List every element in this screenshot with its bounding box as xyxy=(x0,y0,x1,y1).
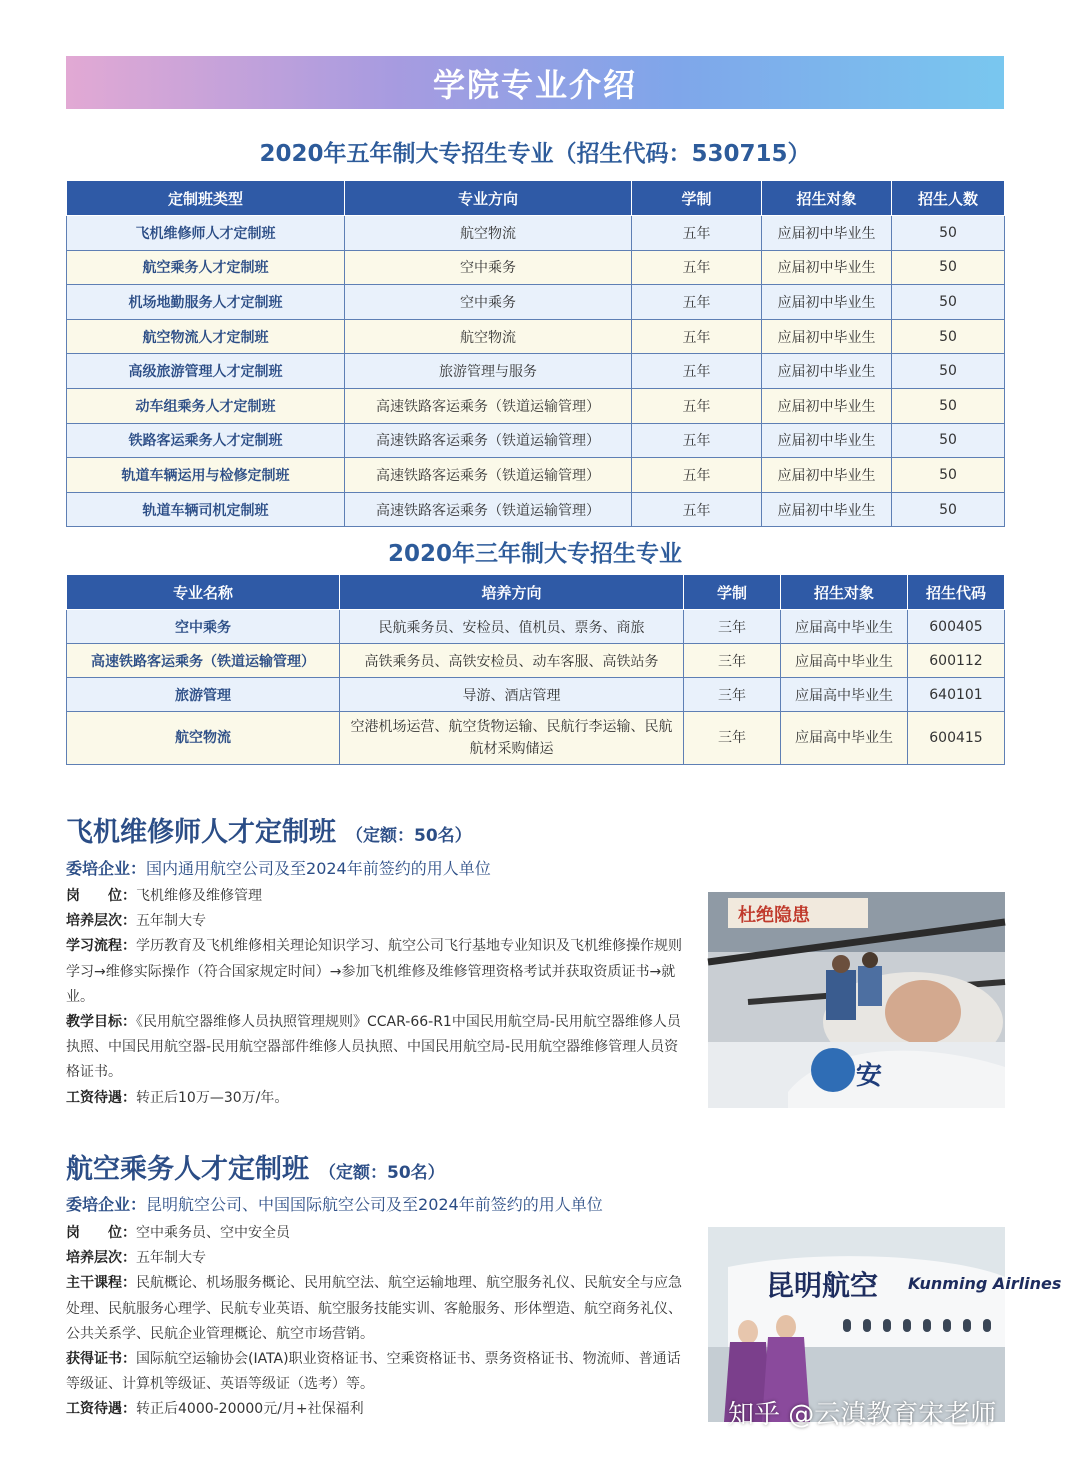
table-row xyxy=(67,610,1005,644)
banner-title: 学院专业介绍 xyxy=(432,65,637,104)
table-row xyxy=(67,712,1005,765)
table-cell: 应届初中毕业生 xyxy=(762,285,892,320)
column-header: 招生人数 xyxy=(892,181,1005,216)
table-cell: 航空物流 xyxy=(345,216,632,251)
table-cell: 50 xyxy=(892,492,1005,527)
detail-item xyxy=(66,1086,688,1111)
table-cell: 动车组乘务人才定制班 xyxy=(67,388,345,423)
table-header-row xyxy=(67,181,1005,216)
table-cell: 五年 xyxy=(632,216,762,251)
table-row xyxy=(67,644,1005,678)
header-banner xyxy=(66,56,1004,109)
helicopter-maintenance-photo xyxy=(708,892,1005,1108)
table-cell: 高铁乘务员、高铁安检员、动车客服、高铁站务 xyxy=(340,644,684,678)
detail-label: 教学目标： xyxy=(66,1014,136,1031)
detail-label: 培养层次： xyxy=(66,1250,136,1267)
detail-text: 学历教育及飞机维修相关理论知识学习、航空公司飞行基地专业知识及飞机维修操作规则学习→维修实际操作（符合国家规定时间）→参加飞机维修及维修管理资格考试并获取资质证书→就业。 xyxy=(66,938,682,1005)
table-cell: 600415 xyxy=(908,712,1005,765)
section2-quota: （定额：50名） xyxy=(319,1163,445,1183)
table-cell: 三年 xyxy=(684,678,781,712)
table-cell: 五年 xyxy=(632,458,762,493)
table-cell: 50 xyxy=(892,388,1005,423)
table-row xyxy=(67,678,1005,712)
table-cell: 轨道车辆运用与检修定制班 xyxy=(67,458,345,493)
table-cell: 高速铁路客运乘务（铁道运输管理） xyxy=(345,458,632,493)
photo-badge-text: 安 xyxy=(856,1061,883,1091)
detail-label: 主干课程： xyxy=(66,1275,136,1292)
table-cell: 50 xyxy=(892,216,1005,251)
table-row xyxy=(67,492,1005,527)
table-cell: 民航乘务员、安检员、值机员、票务、商旅 xyxy=(340,610,684,644)
detail-text: 转正后4000-20000元/月+社保福利 xyxy=(136,1401,364,1418)
detail-item xyxy=(66,1397,688,1422)
table-cell: 五年 xyxy=(632,285,762,320)
table-cell: 五年 xyxy=(632,492,762,527)
table-cell: 高速铁路客运乘务（铁道运输管理） xyxy=(345,492,632,527)
detail-text: 五年制大专 xyxy=(136,913,206,930)
section2-title xyxy=(66,1147,445,1186)
sponsor-text: 国内通用航空公司及至2024年前签约的用人单位 xyxy=(146,859,491,878)
table-cell: 航空乘务人才定制班 xyxy=(67,250,345,285)
detail-text: 《民用航空器维修人员执照管理规则》CCAR-66-R1中国民用航空局-民用航空器维修人员执照、中国民用航空器-民用航空器部件维修人员执照、中国民用航空局-民用航空器维修管理人员资格证书。 xyxy=(66,1014,681,1081)
detail-label: 岗 位： xyxy=(66,888,136,904)
table-cell: 应届初中毕业生 xyxy=(762,319,892,354)
detail-label: 岗 位： xyxy=(66,1225,136,1241)
column-header: 专业方向 xyxy=(345,181,632,216)
table-cell: 600405 xyxy=(908,610,1005,644)
table-cell: 三年 xyxy=(684,644,781,678)
table-cell: 飞机维修师人才定制班 xyxy=(67,216,345,251)
table-cell: 航空物流 xyxy=(67,712,340,765)
three-year-programs-table xyxy=(66,574,1005,765)
detail-item xyxy=(66,1221,688,1246)
table-cell: 应届初中毕业生 xyxy=(762,250,892,285)
five-year-programs-table xyxy=(66,180,1005,527)
detail-label: 获得证书： xyxy=(66,1351,136,1368)
table-cell: 空中乘务 xyxy=(67,610,340,644)
table-cell: 应届初中毕业生 xyxy=(762,492,892,527)
table-cell: 50 xyxy=(892,285,1005,320)
table-cell: 航空物流 xyxy=(345,319,632,354)
table-cell: 空港机场运营、航空货物运输、民航行李运输、民航航材采购储运 xyxy=(340,712,684,765)
detail-text: 空中乘务员、空中安全员 xyxy=(136,1225,290,1241)
section1-sponsor xyxy=(66,856,491,879)
table-cell: 640101 xyxy=(908,678,1005,712)
table-cell: 旅游管理与服务 xyxy=(345,354,632,389)
airplane-illustration xyxy=(708,1227,1062,1422)
table-cell: 高速铁路客运乘务（铁道运输管理） xyxy=(67,644,340,678)
detail-text: 五年制大专 xyxy=(136,1250,206,1267)
table-cell: 50 xyxy=(892,458,1005,493)
detail-item xyxy=(66,1347,688,1397)
table-cell: 应届高中毕业生 xyxy=(781,712,908,765)
table-cell: 五年 xyxy=(632,354,762,389)
column-header: 培养方向 xyxy=(340,575,684,610)
helicopter-illustration xyxy=(708,892,1005,1108)
table-cell: 应届初中毕业生 xyxy=(762,388,892,423)
flight-attendants-photo xyxy=(708,1227,1062,1422)
table-cell: 50 xyxy=(892,250,1005,285)
detail-label: 培养层次： xyxy=(66,913,136,930)
detail-text: 民航概论、机场服务概论、民用航空法、航空运输地理、航空服务礼仪、民航安全与应急处理、民航服务心理学、民航专业英语、航空服务技能实训、客舱服务、形体塑造、航空商务礼仪、公共关系学、民航企业管理概论、航空市场营销。 xyxy=(66,1275,682,1342)
table-cell: 50 xyxy=(892,354,1005,389)
table-row xyxy=(67,354,1005,389)
detail-item xyxy=(66,884,688,909)
detail-item xyxy=(66,1246,688,1271)
detail-item xyxy=(66,1271,688,1347)
table-cell: 应届初中毕业生 xyxy=(762,216,892,251)
table-cell: 三年 xyxy=(684,712,781,765)
column-header: 招生代码 xyxy=(908,575,1005,610)
table-row xyxy=(67,319,1005,354)
table-row xyxy=(67,388,1005,423)
detail-text: 转正后10万—30万/年。 xyxy=(136,1089,289,1106)
table-row xyxy=(67,458,1005,493)
detail-label: 工资待遇： xyxy=(66,1089,136,1106)
section2-details xyxy=(66,1221,688,1423)
table-cell: 应届高中毕业生 xyxy=(781,610,908,644)
table-cell: 导游、酒店管理 xyxy=(340,678,684,712)
table-row xyxy=(67,423,1005,458)
detail-label: 学习流程： xyxy=(66,938,136,955)
section2-sponsor xyxy=(66,1192,603,1215)
section1-details xyxy=(66,884,688,1111)
table-cell: 50 xyxy=(892,423,1005,458)
detail-item xyxy=(66,909,688,934)
detail-text: 飞机维修及维修管理 xyxy=(136,888,262,904)
section2-heading: 航空乘务人才定制班 xyxy=(66,1154,309,1185)
column-header: 专业名称 xyxy=(67,575,340,610)
column-header: 学制 xyxy=(632,181,762,216)
sponsor-text: 昆明航空公司、中国国际航空公司及至2024年前签约的用人单位 xyxy=(146,1195,603,1214)
table1-title: 2020年五年制大专招生专业（招生代码：530715） xyxy=(259,141,811,167)
table-cell: 应届初中毕业生 xyxy=(762,354,892,389)
table-cell: 五年 xyxy=(632,388,762,423)
table-row xyxy=(67,216,1005,251)
detail-label: 工资待遇： xyxy=(66,1401,136,1418)
table-cell: 600112 xyxy=(908,644,1005,678)
sponsor-label: 委培企业： xyxy=(66,859,147,878)
table-cell: 应届高中毕业生 xyxy=(781,678,908,712)
table-header-row xyxy=(67,575,1005,610)
table-cell: 五年 xyxy=(632,250,762,285)
column-header: 招生对象 xyxy=(762,181,892,216)
table-cell: 应届初中毕业生 xyxy=(762,423,892,458)
table-cell: 铁路客运乘务人才定制班 xyxy=(67,423,345,458)
section1-title xyxy=(66,810,472,849)
table-cell: 高速铁路客运乘务（铁道运输管理） xyxy=(345,423,632,458)
column-header: 定制班类型 xyxy=(67,181,345,216)
detail-text: 国际航空运输协会(IATA)职业资格证书、空乘资格证书、票务资格证书、物流师、普通话等级证、计算机等级证、英语等级证（选考）等。 xyxy=(66,1351,681,1393)
photo-airline-en: Kunming Airlines xyxy=(908,1274,1062,1293)
watermark-text: 知乎 @云滇教育宋老师 xyxy=(728,1400,997,1430)
section1-quota: （定额：50名） xyxy=(346,826,472,846)
column-header: 学制 xyxy=(684,575,781,610)
table-cell: 五年 xyxy=(632,423,762,458)
table-cell: 应届高中毕业生 xyxy=(781,644,908,678)
photo-sign-text: 杜绝隐患 xyxy=(738,905,810,926)
table-cell: 高速铁路客运乘务（铁道运输管理） xyxy=(345,388,632,423)
photo-airline-cn: 昆明航空 xyxy=(766,1269,879,1302)
detail-item xyxy=(66,1010,688,1086)
table-cell: 三年 xyxy=(684,610,781,644)
table-cell: 五年 xyxy=(632,319,762,354)
table-cell: 应届初中毕业生 xyxy=(762,458,892,493)
table-row xyxy=(67,285,1005,320)
table-cell: 50 xyxy=(892,319,1005,354)
table-cell: 高级旅游管理人才定制班 xyxy=(67,354,345,389)
table-row xyxy=(67,250,1005,285)
table-cell: 航空物流人才定制班 xyxy=(67,319,345,354)
table-cell: 机场地勤服务人才定制班 xyxy=(67,285,345,320)
sponsor-label: 委培企业： xyxy=(66,1195,147,1214)
table-cell: 空中乘务 xyxy=(345,250,632,285)
column-header: 招生对象 xyxy=(781,575,908,610)
section1-heading: 飞机维修师人才定制班 xyxy=(66,817,336,848)
table2-title: 2020年三年制大专招生专业 xyxy=(387,541,682,567)
table-cell: 旅游管理 xyxy=(67,678,340,712)
table-cell: 轨道车辆司机定制班 xyxy=(67,492,345,527)
detail-item xyxy=(66,934,688,1010)
table-cell: 空中乘务 xyxy=(345,285,632,320)
